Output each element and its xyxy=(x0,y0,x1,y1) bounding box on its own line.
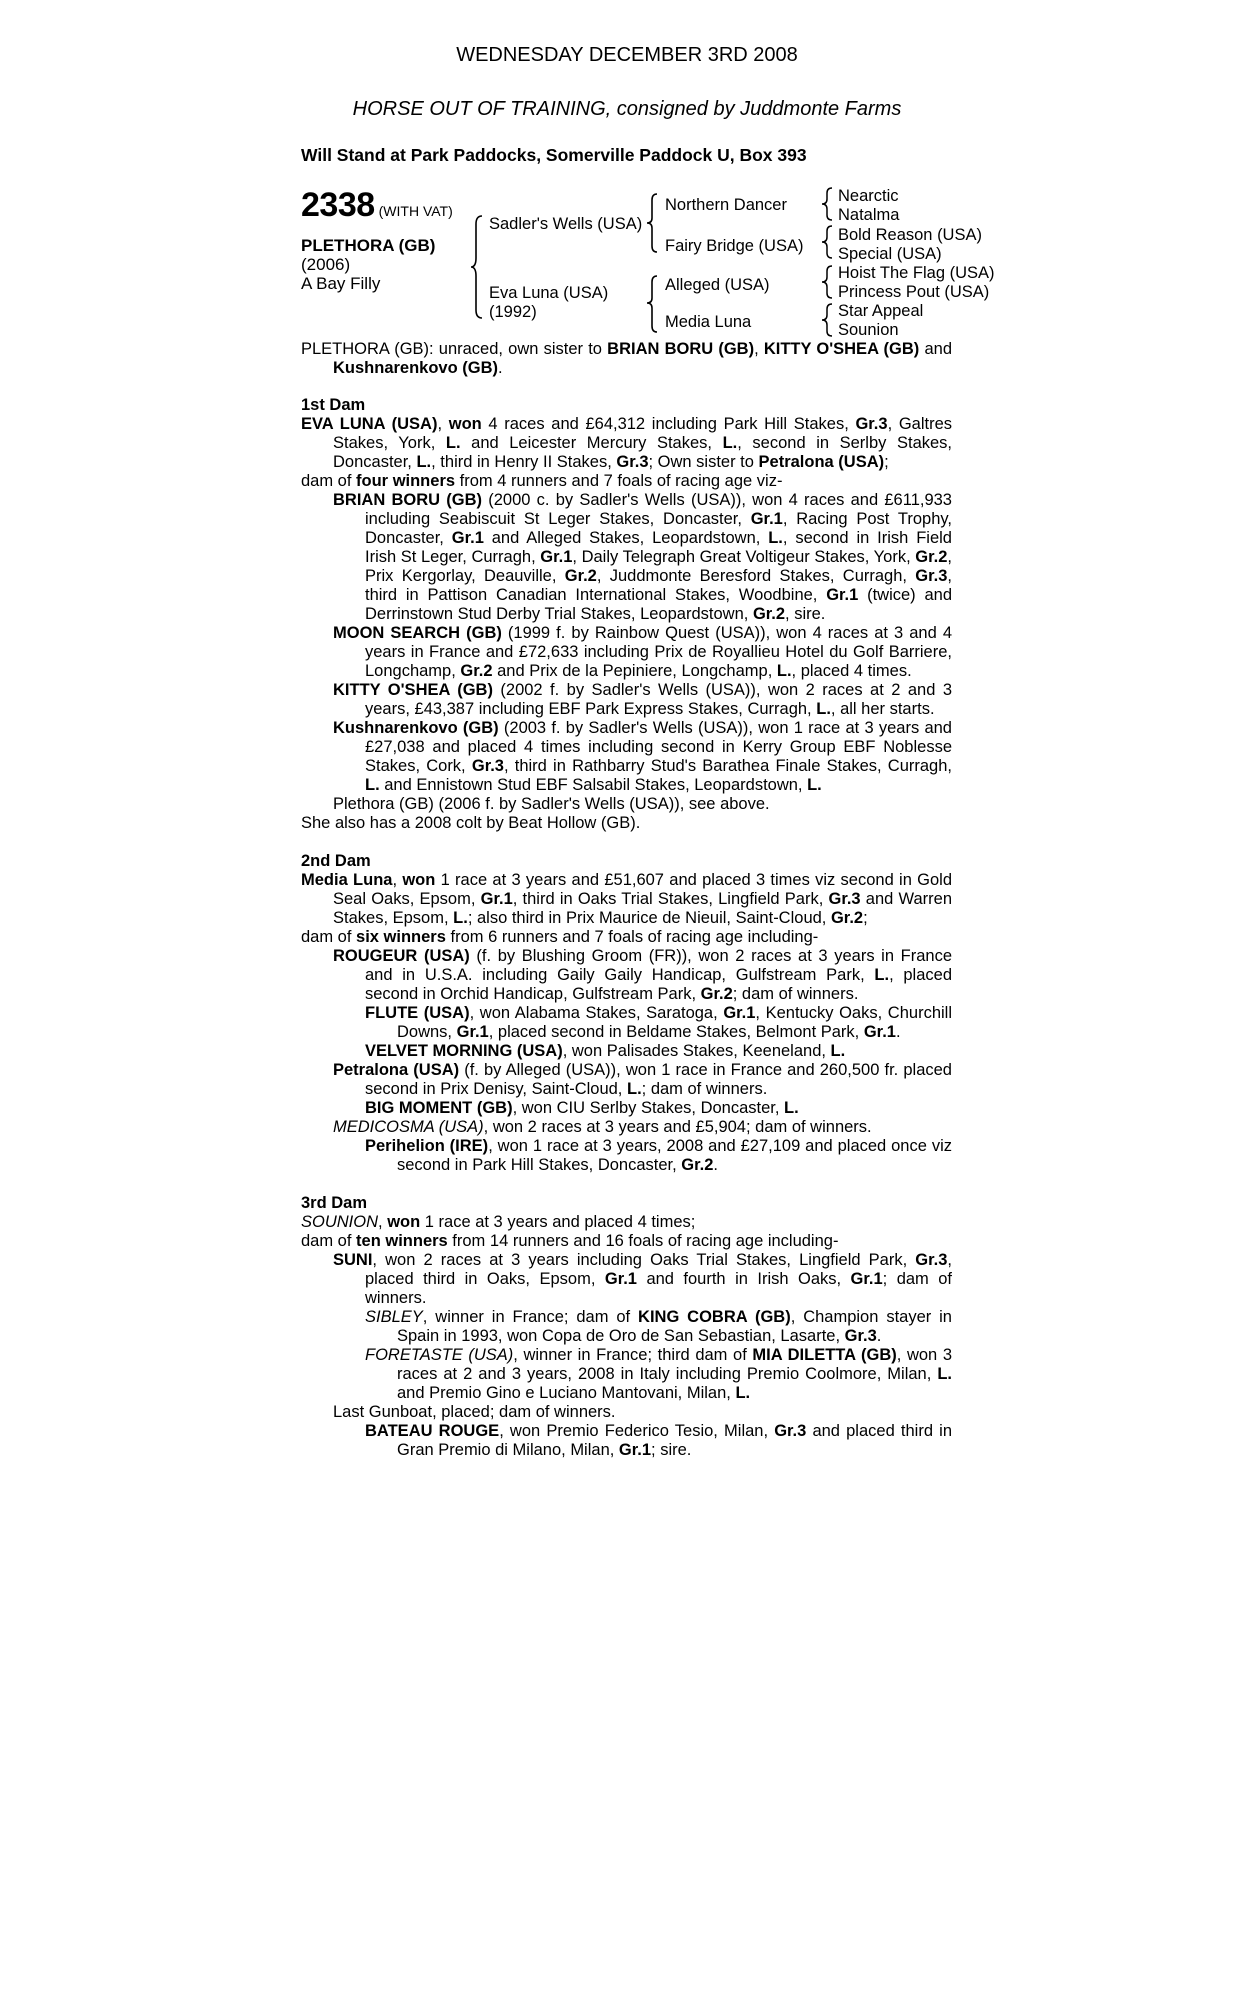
produce-entry: Plethora (GB) (2006 f. by Sadler's Wells (USA)), see above. xyxy=(333,795,770,813)
pedigree-sire-sire: Northern Dancer xyxy=(665,196,787,214)
first-dam-produce-summary: dam of four winners from 4 runners and 7 foals of racing age viz- xyxy=(301,472,783,490)
consignment-subtitle: HORSE OUT OF TRAINING, consigned by Juddmonte Farms xyxy=(352,98,902,120)
produce-entry: SUNI, won 2 races at 3 years including Oaks Trial Stakes, Lingfield Park, Gr.3, placed third in Oaks, Epsom, Gr.1 and fourth in Irish Oaks, Gr.1; dam of winners. xyxy=(333,1251,953,1307)
second-dam-heading: 2nd Dam xyxy=(301,852,371,870)
produce-entry: MEDICOSMA (USA), won 2 races at 3 years and £5,904; dam of winners. xyxy=(333,1118,872,1136)
produce-entry: MOON SEARCH (GB) (1999 f. by Rainbow Quest (USA)), won 4 races at 3 and 4 years in France and £72,633 including Prix de Royallieu Hotel du Golf Barriere, Longchamp, Gr.2 and Prix de la Pepiniere, Longchamp, L., placed 4 times. xyxy=(333,624,952,680)
pedigree-brace-dd xyxy=(820,302,834,338)
lot-header xyxy=(301,186,453,225)
produce-subentry: SIBLEY, winner in France; dam of KING COBRA (GB), Champion stayer in Spain in 1993, won Copa de Oro de San Sebastian, Lasarte, Gr.3. xyxy=(365,1308,952,1345)
lot-number: 2338 xyxy=(301,186,375,224)
sale-date: WEDNESDAY DECEMBER 3RD 2008 xyxy=(456,44,798,66)
pedigree-sdd: Special (USA) xyxy=(838,245,942,263)
pedigree-notes xyxy=(301,340,952,1460)
pedigree-dds: Star Appeal xyxy=(838,302,924,320)
third-dam-produce-summary: dam of ten winners from 14 runners and 16 foals of racing age including- xyxy=(301,1232,839,1250)
pedigree-brace-sire xyxy=(645,192,659,254)
pedigree-dam-dam: Media Luna xyxy=(665,313,752,331)
horse-summary: PLETHORA (GB): unraced, own sister to BRIAN BORU (GB), KITTY O'SHEA (GB) and Kushnarenkovo (GB). xyxy=(301,340,953,377)
produce-entry: Last Gunboat, placed; dam of winners. xyxy=(333,1403,616,1421)
horse-year: (2006) xyxy=(301,255,351,274)
third-dam-record: SOUNION, won 1 race at 3 years and placed 4 times; xyxy=(301,1213,696,1231)
produce-entry: Kushnarenkovo (GB) (2003 f. by Sadler's Wells (USA)), won 1 race at 3 years and £27,038 and placed 4 times including second in Kerry Group EBF Noblesse Stakes, Cork, Gr.3, third in Rathbarry Stud's Barathea Finale Stakes, Curragh, L. and Ennistown Stud EBF Salsabil Stakes, Leopardstown, L. xyxy=(333,719,952,794)
first-dam-heading: 1st Dam xyxy=(301,396,366,414)
pedigree-dam-sire: Alleged (USA) xyxy=(665,276,770,294)
first-dam-note: She also has a 2008 colt by Beat Hollow (GB). xyxy=(301,814,641,832)
produce-subentry: VELVET MORNING (USA), won Palisades Stakes, Keeneland, L. xyxy=(365,1042,846,1060)
produce-subentry: BIG MOMENT (GB), won CIU Serlby Stakes, Doncaster, L. xyxy=(365,1099,799,1117)
produce-subentry: BATEAU ROUGE, won Premio Federico Tesio, Milan, Gr.3 and placed third in Gran Premio di Milano, Milan, Gr.1; sire. xyxy=(365,1422,952,1459)
produce-entry: ROUGEUR (USA) (f. by Blushing Groom (FR)), won 2 races at 3 years in France and in U.S.A. including Gaily Gaily Handicap, Gulfstream Park, L., placed second in Orchid Handicap, Gulfstream Park, Gr.2; dam of winners. xyxy=(333,947,953,1003)
stand-location: Will Stand at Park Paddocks, Somerville Paddock U, Box 393 xyxy=(301,145,807,165)
pedigree-sire: Sadler's Wells (USA) xyxy=(489,215,643,233)
produce-entry: KITTY O'SHEA (GB) (2002 f. by Sadler's Wells (USA)), won 2 races at 2 and 3 years, £43,387 including EBF Park Express Stakes, Curragh, L., all her starts. xyxy=(333,681,952,718)
pedigree-sire-dam: Fairy Bridge (USA) xyxy=(665,237,804,255)
produce-subentry: FLUTE (USA), won Alabama Stakes, Saratoga, Gr.1, Kentucky Oaks, Churchill Downs, Gr.1, placed second in Beldame Stakes, Belmont Park, Gr.1. xyxy=(365,1004,952,1041)
horse-info xyxy=(301,236,435,293)
produce-entry: BRIAN BORU (GB) (2000 c. by Sadler's Wells (USA)), won 4 races and £611,933 including Seabiscuit St Leger Stakes, Doncaster, Gr.1, Racing Post Trophy, Doncaster, Gr.1 and Alleged Stakes, Leopardstown, L., second in Irish Field Irish St Leger, Curragh, Gr.1, Daily Telegraph Great Voltigeur Stakes, York, Gr.2, Prix Kergorlay, Deauville, Gr.2, Juddmonte Beresford Stakes, Curragh, Gr.3, third in Pattison Canadian International Stakes, Woodbine, Gr.1 (twice) and Derrinstown Stud Derby Trial Stakes, Leopardstown, Gr.2, sire. xyxy=(333,491,952,623)
pedigree-dam: Eva Luna (USA) xyxy=(489,284,609,302)
horse-description: A Bay Filly xyxy=(301,274,381,293)
first-dam-record: EVA LUNA (USA), won 4 races and £64,312 including Park Hill Stakes, Gr.3, Galtres Stakes, York, L. and Leicester Mercury Stakes, L., second in Serlby Stakes, Doncaster, L., third in Henry II Stakes, Gr.3; Own sister to Petralona (USA); xyxy=(301,415,953,471)
second-dam-produce-summary: dam of six winners from 6 runners and 7 foals of racing age including- xyxy=(301,928,819,946)
lot-vat: (WITH VAT) xyxy=(378,203,453,219)
pedigree-ssd: Natalma xyxy=(838,206,900,224)
pedigree-brace-dam xyxy=(645,274,659,334)
pedigree-sss: Nearctic xyxy=(838,187,899,205)
pedigree-dam-year: (1992) xyxy=(489,303,537,321)
second-dam-record: Media Luna, won 1 race at 3 years and £51,607 and placed 3 times viz second in Gold Seal Oaks, Epsom, Gr.1, third in Oaks Trial Stakes, Lingfield Park, Gr.3 and Warren Stakes, Epsom, L.; also third in Prix Maurice de Nieuil, Saint-Cloud, Gr.2; xyxy=(301,871,953,927)
produce-entry: Petralona (USA) (f. by Alleged (USA)), won 1 race in France and 260,500 fr. placed second in Prix Denisy, Saint-Cloud, L.; dam of winners. xyxy=(333,1061,952,1098)
pedigree-sds: Bold Reason (USA) xyxy=(838,226,982,244)
pedigree-brace-ds xyxy=(820,264,834,300)
pedigree-ddd: Sounion xyxy=(838,321,899,339)
pedigree-brace-main xyxy=(470,214,484,320)
pedigree-brace-sd xyxy=(820,224,834,260)
pedigree-dsd: Princess Pout (USA) xyxy=(838,283,990,301)
pedigree-brace-ss xyxy=(820,186,834,222)
pedigree-dss: Hoist The Flag (USA) xyxy=(838,264,995,282)
produce-subentry: Perihelion (IRE), won 1 race at 3 years, 2008 and £27,109 and placed once viz second in Park Hill Stakes, Doncaster, Gr.2. xyxy=(365,1137,952,1174)
third-dam-heading: 3rd Dam xyxy=(301,1194,368,1212)
horse-name: PLETHORA (GB) xyxy=(301,236,436,255)
produce-subentry: FORETASTE (USA), winner in France; third dam of MIA DILETTA (GB), won 3 races at 2 and 3 years, 2008 in Italy including Premio Coolmore, Milan, L. and Premio Gino e Luciano Mantovani, Milan, L. xyxy=(365,1346,952,1402)
